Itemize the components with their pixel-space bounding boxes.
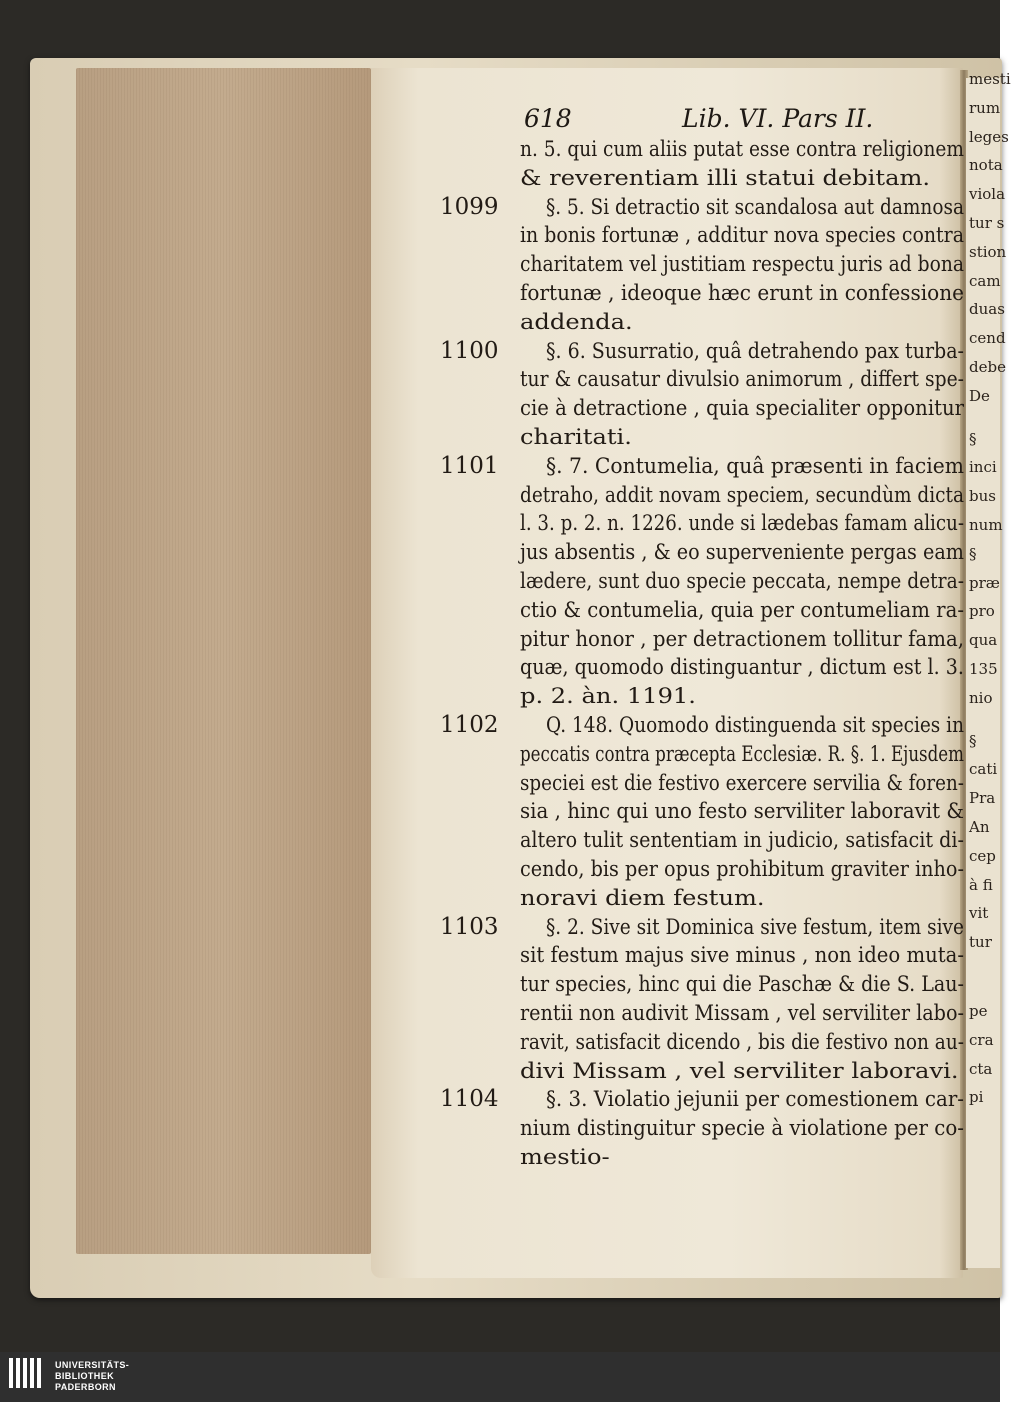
next-page-text-fragment: viola	[969, 185, 1006, 204]
next-page-text-fragment: tur	[969, 933, 992, 952]
text-line: & reverentiam illi statui debitam.	[520, 165, 931, 190]
next-page-text-fragment: qua	[969, 631, 998, 650]
text-line: addenda.	[520, 309, 633, 334]
text-line: in bonis fortunæ , additur nova species contra	[520, 223, 964, 248]
next-page-text-fragment: vit	[969, 904, 989, 923]
next-page-text-fragment: cend	[969, 329, 1006, 348]
text-line: charitati.	[520, 425, 632, 449]
next-page-text-fragment: §	[969, 429, 977, 448]
text-line: mestio-	[520, 1145, 610, 1169]
text-line: speciei est die festivo exercere servilia & foren-	[520, 770, 964, 795]
next-page-text-fragment: pro	[969, 602, 995, 621]
next-page-text-fragment: nio	[969, 688, 993, 707]
next-page-text-fragment: rum	[969, 98, 1001, 117]
paragraph-number: 1099	[440, 193, 499, 220]
page-header	[524, 104, 944, 138]
logo-line: UNIVERSITÄTS-	[55, 1360, 130, 1370]
next-page-text-fragment: debe	[969, 358, 1006, 376]
text-line: charitatem vel justitiam respectu juris ad bona	[520, 252, 964, 277]
next-page-text-fragment: cati	[969, 760, 998, 779]
next-page-text-fragment: 135	[969, 660, 998, 678]
text-line: Q. 148. Quomodo distinguenda sit species in	[546, 713, 964, 737]
text-line: altero tulit sententiam in judicio, satisfacit di-	[520, 828, 964, 853]
next-page-text-fragment: duas	[969, 300, 1005, 319]
text-line: l. 3. p. 2. n. 1226. unde si lædebas famam alicu-	[520, 511, 964, 536]
next-page-text-fragment: An	[969, 818, 990, 836]
next-page-text-fragment: cra	[969, 1030, 994, 1049]
library-footer	[0, 1352, 1000, 1402]
text-line: rentii non audivit Missam , vel serviliter labo-	[520, 1001, 964, 1025]
text-line: ctio & contumelia, quia per contumeliam ra-	[520, 597, 964, 622]
text-line: noravi diem festum.	[520, 885, 765, 910]
text-line: sia , hinc qui uno festo serviliter laboravit &	[520, 799, 964, 824]
text-line: quæ, quomodo distinguantur , dictum est l. 3.	[520, 655, 964, 680]
next-page-text-fragment: leges	[969, 127, 1009, 146]
next-page-text-fragment: tur s	[969, 214, 1005, 232]
text-line: detraho, addit novam speciem, secundùm dicta	[520, 482, 964, 507]
text-line: divi Missam , vel serviliter laboravi.	[520, 1058, 959, 1083]
running-title: Lib. VI. Pars II.	[682, 104, 874, 133]
next-page-text-fragment: præ	[969, 573, 1000, 592]
next-page-text-fragment: §	[969, 731, 977, 750]
next-page-text-fragment: nota	[969, 156, 1003, 175]
text-line: peccatis contra præcepta Ecclesiæ. R. §. 1. Ejusdem	[520, 741, 964, 766]
text-line: lædere, sunt duo specie peccata, nempe detra-	[520, 569, 964, 593]
paragraph-number: 1103	[440, 913, 499, 940]
text-line: §. 7. Contumelia, quâ præsenti in faciem	[546, 453, 964, 478]
page-number: 618	[524, 104, 572, 133]
next-page-text-fragment: §	[969, 544, 977, 563]
paragraph-number: 1104	[440, 1086, 499, 1113]
next-page-text-fragment: cep	[969, 846, 996, 865]
text-line: sit festum majus sive minus , non ideo muta-	[520, 943, 964, 968]
logo-line: PADERBORN	[55, 1382, 116, 1392]
text-line: nium distinguitur specie à violatione per co-	[520, 1116, 964, 1141]
next-page-text-fragment: num	[969, 516, 1003, 534]
library-logo-icon	[9, 1358, 47, 1396]
next-page-text-fragment: De	[969, 386, 990, 405]
next-page-text-fragment: à fi	[969, 875, 993, 894]
next-page-text-fragment: cam	[969, 271, 1001, 290]
text-line: jus absentis , & eo superveniente pergas eam	[520, 540, 964, 565]
next-page-text-fragment: cta	[969, 1059, 993, 1078]
text-line: ravit, satisfacit dicendo , bis die festivo non au-	[520, 1029, 964, 1054]
page-stack-edge	[76, 68, 371, 1254]
paragraph-number: 1101	[440, 452, 499, 479]
next-page-text-fragment: Pra	[969, 789, 996, 808]
text-line: tur & causatur divulsio animorum , differt spe-	[520, 367, 964, 392]
text-line: cendo, bis per opus prohibitum graviter inho-	[520, 857, 964, 881]
paragraph-number: 1100	[440, 337, 499, 364]
text-line: §. 6. Susurratio, quâ detrahendo pax turba-	[546, 338, 964, 363]
library-logo-text	[55, 1360, 129, 1393]
next-page-text-fragment: pi	[969, 1088, 984, 1107]
text-line: §. 3. Violatio jejunii per comestionem car-	[546, 1087, 964, 1112]
paragraph-number: 1102	[440, 712, 499, 738]
text-line: tur species, hinc qui die Paschæ & die S. Lau-	[520, 972, 964, 997]
next-page-text-fragment: bus	[969, 487, 996, 506]
logo-line: BIBLIOTHEK	[55, 1371, 114, 1381]
right-page-fragment	[966, 70, 1011, 1268]
text-line: p. 2. àn. 1191.	[520, 684, 696, 709]
next-page-text-fragment: stion	[969, 242, 1007, 261]
text-line: n. 5. qui cum aliis putat esse contra religionem	[520, 137, 964, 161]
text-line: §. 5. Si detractio sit scandalosa aut damnosa	[546, 194, 964, 219]
text-line: fortunæ , ideoque hæc erunt in confessione	[520, 281, 964, 305]
text-line: pitur honor , per detractionem tollitur fama,	[520, 626, 964, 651]
text-line: §. 2. Sive sit Dominica sive festum, item sive	[546, 914, 964, 939]
text-line: cie à detractione , quia specialiter opponitur	[520, 396, 964, 421]
next-page-text-fragment: pe	[969, 1002, 988, 1020]
next-page-text-fragment: inci	[969, 458, 997, 477]
next-page-text-fragment: mesti	[969, 70, 1011, 88]
